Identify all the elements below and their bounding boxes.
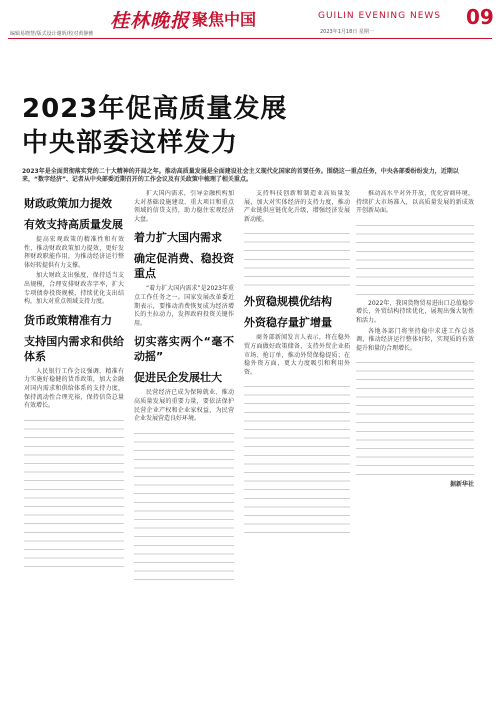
subheading: 着力扩大国内需求 (134, 231, 222, 245)
column-1 (24, 190, 124, 710)
section-title: 聚焦中国 (192, 10, 257, 29)
body-text-block (134, 428, 234, 588)
byline: 据新华社 (449, 481, 474, 489)
subheading: 财政政策加力提效 (24, 197, 112, 210)
brand-english: GUILIN EVENING NEWS (318, 11, 441, 21)
column-4 (356, 190, 474, 710)
paragraph: 扩大国内需求，引导金融机构加大对基础设施建设、重大项目和重点领域的信贷支持，助力稳住宏观经济大盘。 (134, 190, 234, 223)
paragraph: 支持科技创新和制造业高质量发展，加大对实体经济的支持力度，推动产业链供应链优化升级，增强经济发展新动能。 (244, 190, 350, 223)
paragraph: 2022年，我国货物贸易进出口总值稳步增长，外贸结构持续优化，展现出强大韧性和活力。 (356, 299, 474, 324)
paragraph: 民营经济已成为保障就业、推动高质量发展的重要力量，要依法保护民营企业产权和企业家权益，为民营企业发展营造良好环境。 (134, 389, 234, 423)
column-2 (134, 190, 234, 710)
subheading: 外资稳存量扩增量 (244, 316, 332, 330)
newspaper-logo: 桂林晚报 (110, 10, 191, 32)
paragraph: 商务部新闻发言人表示，将在稳外贸方面做好政策储备，支持外贸企业拓市场、抢订单，推动外贸保稳提质；在稳外资方面，更大力度吸引和利用外资。 (244, 334, 350, 376)
body-text-block (244, 381, 350, 541)
paragraph: 各地各部门将坚持稳中求进工作总基调，推动经济运行整体好转，实现质的有效提升和量的合理增长。 (356, 327, 474, 352)
subheading: 货币政策精准有力 (24, 313, 112, 327)
subheading: 确定促消费、稳投资重点 (134, 252, 234, 281)
body-text-block (244, 228, 350, 288)
body-text-block (356, 357, 474, 477)
subheading: 支持国内需求和供给体系 (24, 334, 124, 363)
subheading: 外贸稳规模优结构 (244, 295, 332, 309)
article-lede: 2023年是全面贯彻落实党的二十大精神的开局之年。推动高质量发展是全面建设社会主义现代化国家的首要任务。围绕这一重点任务，中央各部委纷纷发力，近期以来，“数字经济”、记者从中央部委近期召开的工作会议及有关政策中梳理了相关重点。 (22, 168, 459, 183)
paragraph: 加大财政支出强度，保持适当支出规模，合理安排财政赤字率，扩大专项债券投资规模，持续优化支出结构，加大对重点领域支持力度。 (24, 272, 124, 306)
body-text-block (24, 415, 124, 575)
header-rule (8, 38, 492, 39)
date-line: 2023年1月18日 星期一 (320, 29, 374, 35)
column-3 (244, 190, 350, 710)
page-number: 09 (466, 5, 494, 29)
headline-line-2: 中央部委这样发力 (22, 128, 239, 158)
body-text-block (356, 220, 474, 300)
paragraph: 推动高水平对外开放，优化营商环境，持续扩大市场准入，以高质量发展的新成效开创新局面。 (356, 190, 474, 215)
headline-line-1: 2023年促高质量发展 (22, 94, 288, 124)
editor-line: 编辑易晓慧/版式设计谢昕/校对黄静雅 (10, 31, 94, 37)
subheading: 促进民企发展壮大 (134, 371, 222, 385)
subheading: 切实落实两个“毫不动摇” (134, 335, 234, 364)
paragraph: “着力扩大国内需求”是2023年重点工作任务之一。国家发展改革委近期表示，要推动消费恢复成为经济增长的主拉动力，发挥政府投资关键作用。 (134, 285, 234, 327)
paragraph: 提高宏观政策的精准性和有效性，推动财政政策加力提效，更好发挥财政职能作用，为推动经济运行整体好转提供有力支撑。 (24, 236, 124, 269)
subheading: 有效支持高质量发展 (24, 218, 123, 231)
paragraph: 人民银行工作会议强调，精准有力实施好稳健的货币政策，加大金融对国内需求和供给体系的支持力度，保持流动性合理充裕，保持信贷总量有效增长。 (24, 367, 124, 410)
masthead (0, 0, 500, 36)
